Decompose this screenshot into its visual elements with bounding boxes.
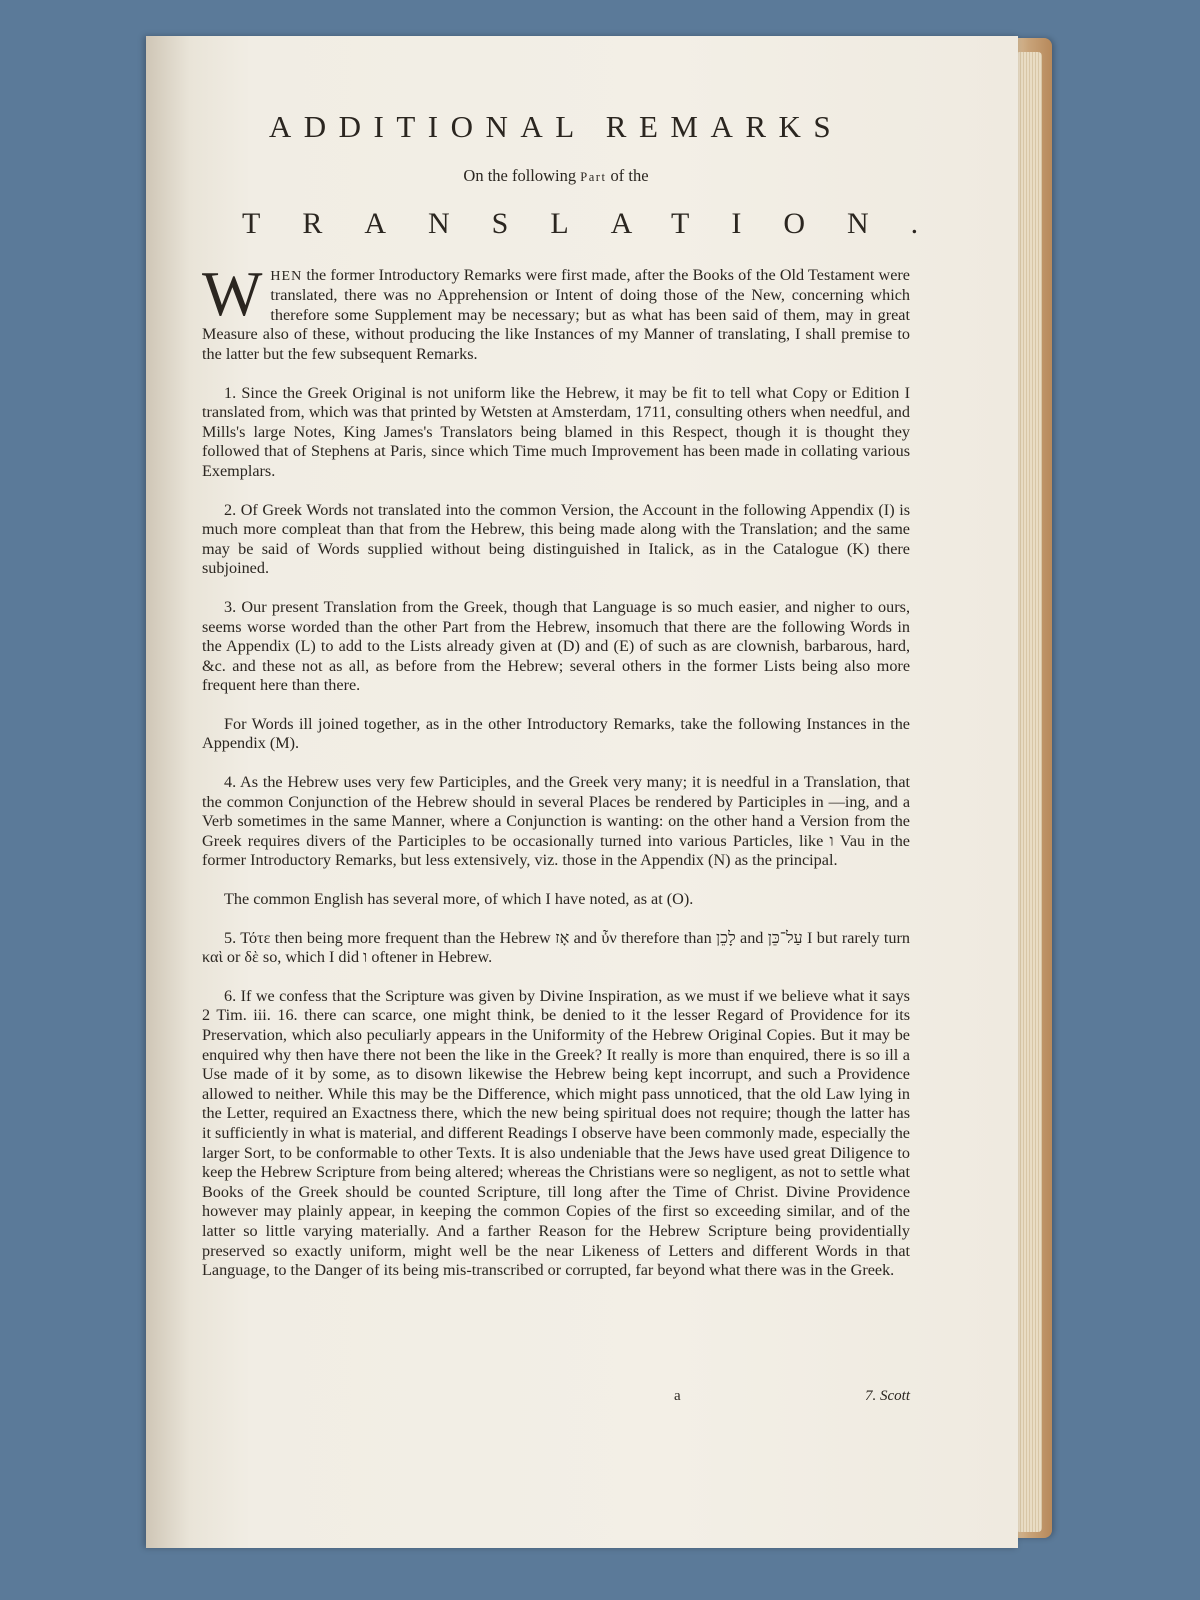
subtitle-post: of the [606,166,649,185]
paragraph-2: 2. Of Greek Words not translated into the common Version, the Account in the following Appendix (I) is much more compleat than that from the Hebrew, this being made along with the Translation; and the same may be said of Words supplied without being distinguished in Italick, as in the Catalogue (K) there subjoined. [202,500,910,578]
paragraph-3b: For Words ill joined together, as in the other Introductory Remarks, take the following Instances in the Appendix (M). [202,714,910,753]
intro-text: the former Introductory Remarks were first made, after the Books of the Old Testament were translated, there was no Apprehension or Intent of doing those of the New, concerning which therefore some Supplement may be necessary; but as what has been said of them, may in great Measure also of these, without producing the like Instances of my Manner of translating, I shall premise to the latter but the few subsequent Remarks. [202,265,910,363]
book-page-edges [1012,38,1052,1538]
page-subtitle [202,166,910,188]
book-page [146,36,1018,1548]
paragraph-4: 4. As the Hebrew uses very few Participles, and the Greek very many; it is needful in a Translation, that the common Conjunction of the Hebrew should in several Places be rendered by Participles in —ing, and a Verb sometimes in the same Manner, where a Conjunction is wanting: on the other hand a Version from the Greek requires divers of the Participles to be occasionally turned into various Particles, like ו Vau in the former Introductory Remarks, but less extensively, viz. those in the Appendix (N) as the principal. [202,773,910,870]
subtitle-smallcaps: Part [580,170,607,184]
page-footer [202,1388,910,1412]
section-title: TRANSLATION. [242,206,961,240]
subtitle-pre: On the following [463,166,581,185]
intro-paragraph [202,257,910,365]
paragraph-5: 5. Τότε then being more frequent than the Hebrew אָז and ὖν therefore than לָכֵן and עַל־כֵּן I but rarely turn καὶ or δὲ so, which I did ו oftener in Hebrew. [202,928,910,967]
page-content [202,108,961,1300]
paragraph-3: 3. Our present Translation from the Greek, though that Language is so much easier, and nigher to ours, seems worse worded than the other Part from the Hebrew, insomuch that there are the following Words in the Appendix (L) to add to the Lists already given at (D) and (E) of such as are clownish, barbarous, hard, &c. and these not as all, as before from the Hebrew; several others in the former Lists being also more frequent here than there. [202,597,910,695]
paragraph-4b: The common English has several more, of which I have noted, as at (O). [224,890,694,909]
drop-cap: W [202,257,263,329]
paragraph-1: 1. Since the Greek Original is not uniform like the Hebrew, it may be fit to tell what Copy or Edition I translated from, which was that printed by Wetsten at Amsterdam, 1711, consulting others when needful, and Mills's large Notes, King James's Translators being blamed in this Respect, though it is thought they followed that of Stephens at Paris, since which Time much Improvement has been made in collating various Exemplars. [202,383,910,480]
catchword: 7. Scott [865,1388,910,1404]
intro-caps: HEN [270,268,303,284]
signature-mark: a [674,1388,681,1404]
paragraph-6: 6. If we confess that the Scripture was given by Divine Inspiration, as we must if we believe what it says 2 Tim. iii. 16. there can scarce, one might think, be denied to it the lesser Regard of Providence for its Preservation, which also peculiarly appears in the Uniformity of the Hebrew Original Copies. But it may be enquired why then have there not been the like in the Greek? It really is more than enquired, there is so ill a Use made of it by some, as to disown likewise the Hebrew being kept incorrupt, and such a Providence allowed to neither. While this may be the Difference, which might pass unnoticed, that the old Law lying in the Letter, required an Exactness there, which the new being spiritual does not require; though the latter has it sufficiently in what is material, and different Readings I observe have been commonly made, especially the larger Sort, to be conformable to other Texts. It is also undeniable that the Jews have used great Diligence to keep the Hebrew Scripture from being altered; whereas the Christians were so negligent, as not to settle what Books of the Greek should be counted Scripture, till long after the Time of Christ. Divine Providence however may plainly appear, in keeping the common Copies of the first so exceeding similar, and of the latter so little varying materially. And a farther Reason for the Hebrew Scripture being providentially preserved so exactly uniform, might well be the near Likeness of Letters and different Words in that Language, to the Danger of its being mis-transcribed or corrupted, far beyond what there was in the Greek. [202,986,910,1280]
page-block [1018,52,1042,1532]
page-title: ADDITIONAL REMARKS [268,109,844,144]
